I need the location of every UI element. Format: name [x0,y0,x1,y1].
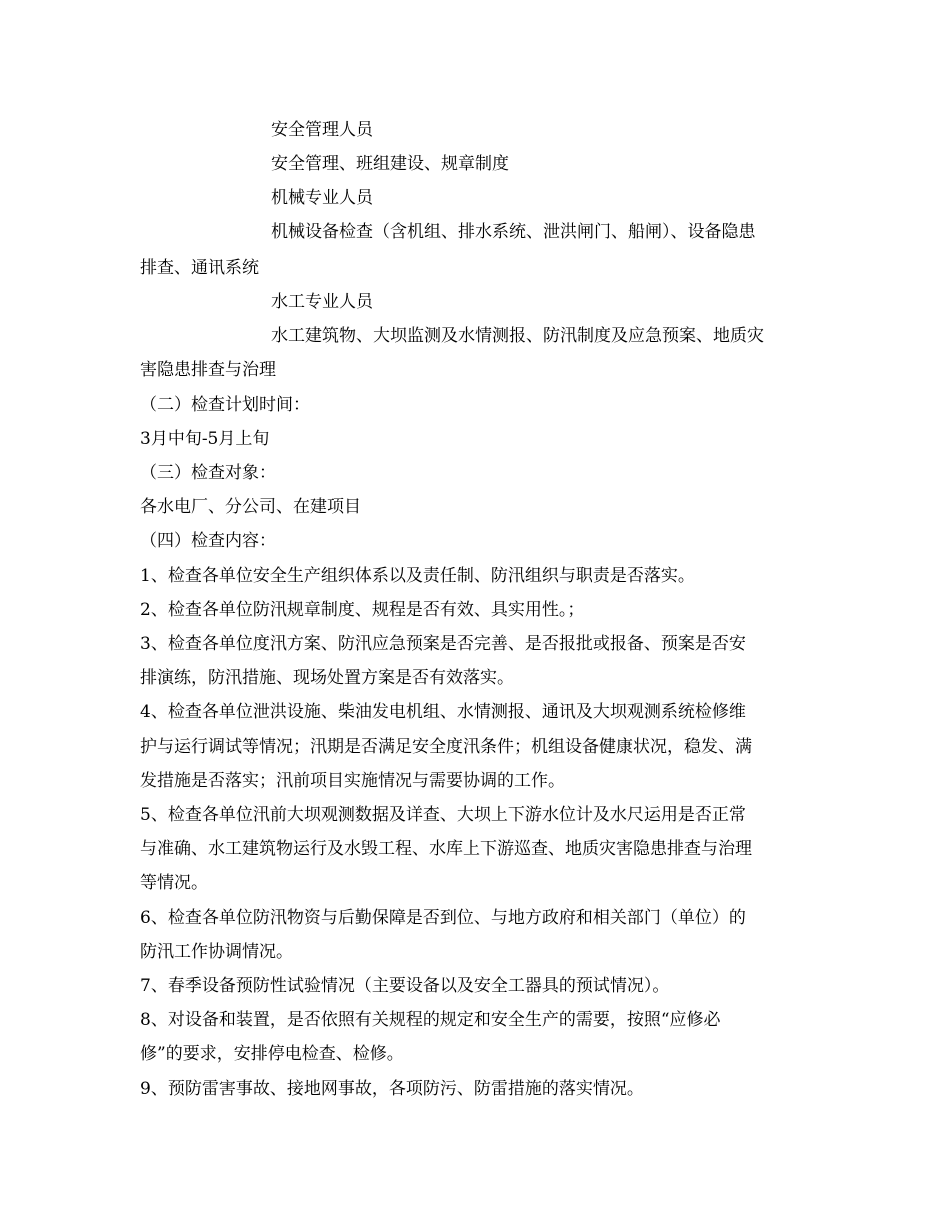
list-item: 4、检查各单位泄洪设施、柴油发电机组、水情测报、通讯及大坝观测系统检修维 [140,702,746,722]
text-line: 机械专业人员 [271,188,373,208]
list-item: 1、检查各单位安全生产组织体系以及责任制、防汛组织与职责是否落实。 [140,566,695,586]
text-line: 排演练，防汛措施、现场处置方案是否有效落实。 [140,668,514,688]
list-item: 3、检查各单位度汛方案、防汛应急预案是否完善、是否报批或报备、预案是否安 [140,634,746,654]
text-line: 安全管理人员 [271,120,373,140]
list-item: 8、对设备和装置，是否依照有关规程的规定和安全生产的需要，按照“应修必 [140,1010,721,1030]
list-item: 7、春季设备预防性试验情况（主要设备以及安全工器具的预试情况）。 [140,976,670,996]
text-line: 排查、通讯系统 [140,258,259,278]
section-heading: （四）检查内容： [140,531,276,551]
text-line: 修”的要求，安排停电检查、检修。 [140,1044,404,1064]
text-line: 护与运行调试等情况；汛期是否满足安全度汛条件；机组设备健康状况，稳发、满 [140,737,752,757]
list-item: 5、检查各单位汛前大坝观测数据及详查、大坝上下游水位计及水尺运用是否正常 [140,805,746,825]
text-line: 水工建筑物、大坝监测及水情测报、防汛制度及应急预案、地质灾 [271,326,764,346]
list-item: 9、预防雷害事故、接地网事故，各项防污、防雷措施的落实情况。 [140,1079,644,1099]
text-line: 安全管理、班组建设、规章制度 [271,154,509,174]
text-line: 发措施是否落实；汛前项目实施情况与需要协调的工作。 [140,771,565,791]
list-item: 2、检查各单位防汛规章制度、规程是否有效、具实用性。； [140,600,585,620]
section-heading: （二）检查计划时间： [140,395,310,415]
list-item: 6、检查各单位防汛物资与后勤保障是否到位、与地方政府和相关部门（单位）的 [140,908,746,928]
text-line: 各水电厂、分公司、在建项目 [140,497,361,517]
text-line: 机械设备检查（含机组、排水系统、泄洪闸门、船闸）、设备隐患 [271,222,756,242]
text-line: 3月中旬-5月上旬 [140,429,270,449]
section-heading: （三）检查对象： [140,463,276,483]
text-line: 防汛工作协调情况。 [140,942,293,962]
text-line: 水工专业人员 [271,292,373,312]
text-line: 与准确、水工建筑物运行及水毁工程、水库上下游巡查、地质灾害隐患排查与治理 [140,839,752,859]
text-line: 害隐患排查与治理 [140,360,276,380]
text-line: 等情况。 [140,873,208,893]
